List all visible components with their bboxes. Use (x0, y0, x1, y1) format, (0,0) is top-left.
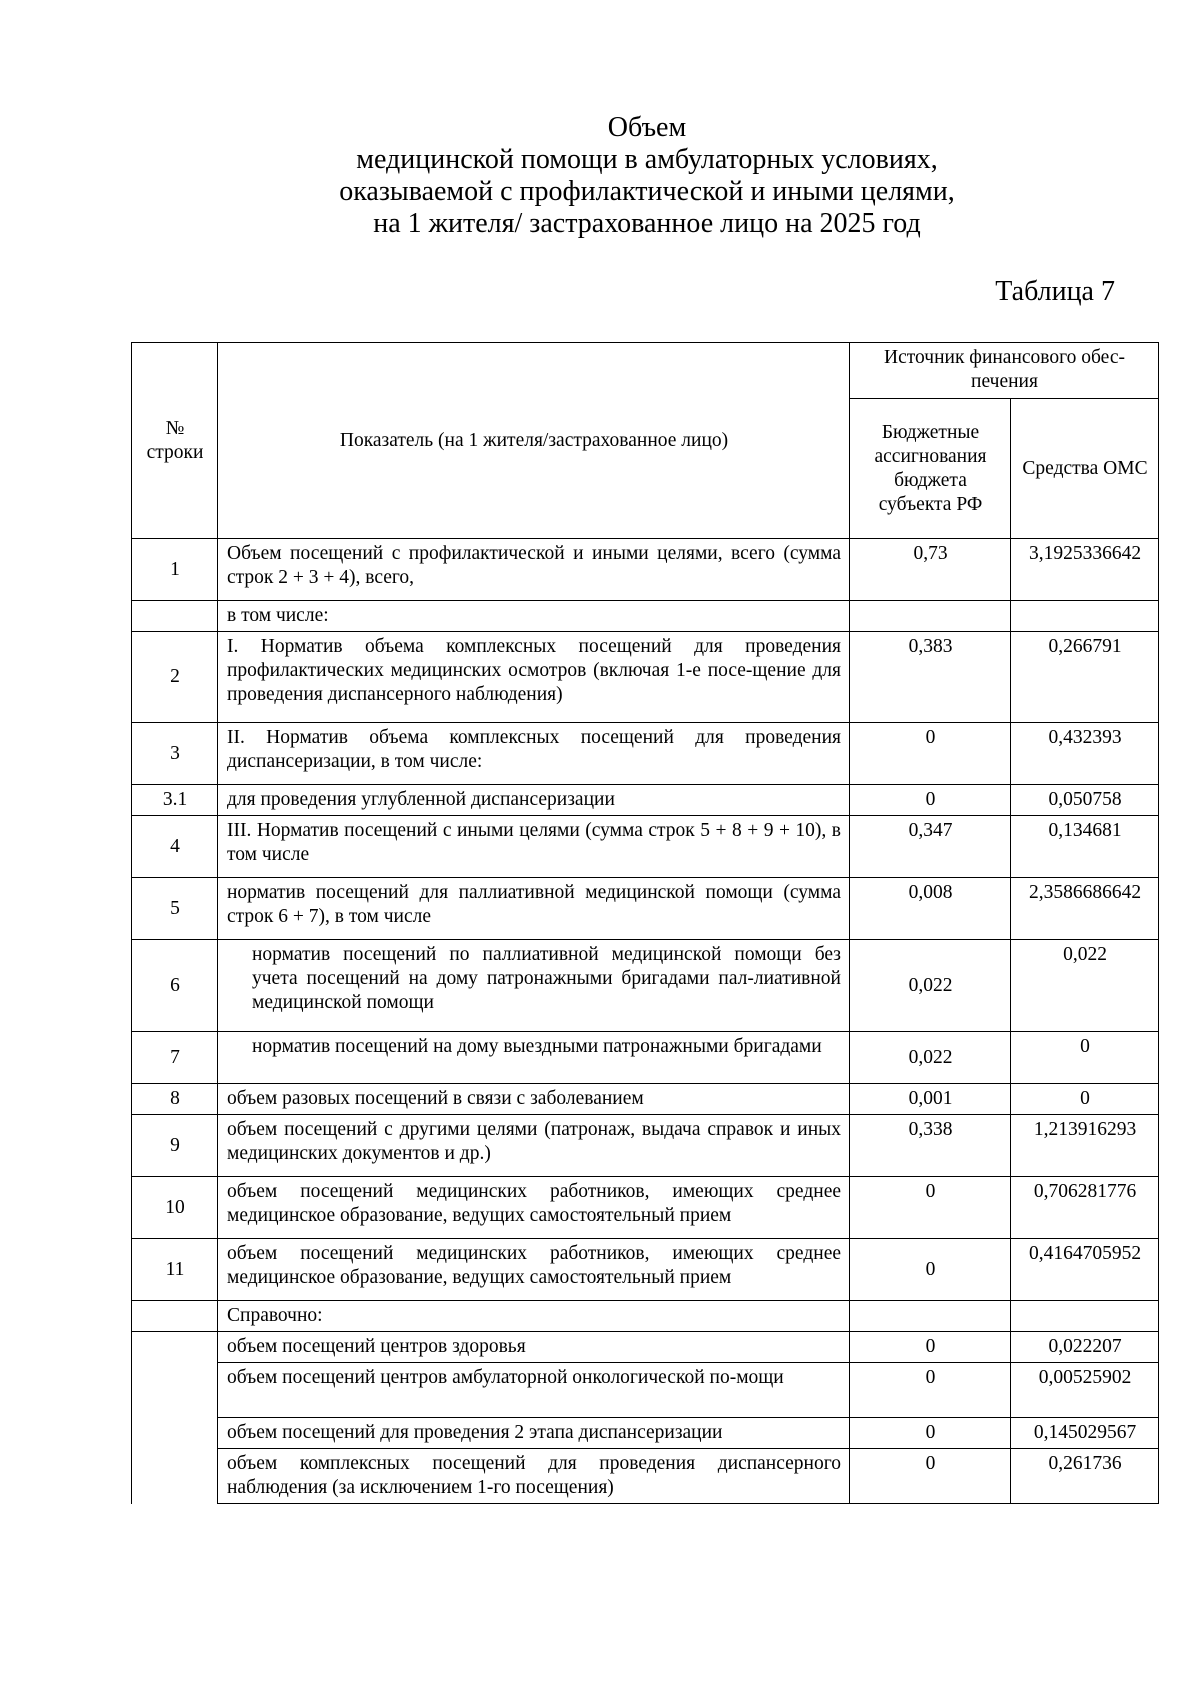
header-row-1 (132, 343, 1159, 399)
row-oms-value (1011, 601, 1159, 632)
table-row (132, 539, 1159, 601)
table-row (132, 1301, 1159, 1332)
row-indicator: объем комплексных посещений для проведения диспансерного наблюдения (за исключением 1-го посещения) (218, 1449, 850, 1504)
table-row (132, 1239, 1159, 1301)
row-oms-value: 2,3586686642 (1011, 878, 1159, 940)
row-oms-value: 0,266791 (1011, 632, 1159, 723)
row-oms-value: 0,00525902 (1011, 1363, 1159, 1418)
reference-row (132, 1363, 1159, 1418)
row-oms-value: 0,022207 (1011, 1332, 1159, 1363)
row-budget-value: 0 (850, 723, 1011, 785)
row-oms-value: 1,213916293 (1011, 1115, 1159, 1177)
title-line-3: оказываемой с профилактической и иными целями, (339, 176, 955, 207)
reference-row (132, 1418, 1159, 1449)
row-number: 7 (132, 1032, 218, 1084)
row-budget-value: 0,338 (850, 1115, 1011, 1177)
row-budget-value: 0 (850, 1177, 1011, 1239)
title-line-1: Объем (607, 112, 687, 143)
row-number: 3.1 (132, 785, 218, 816)
row-indicator: норматив посещений для паллиативной медицинской помощи (сумма строк 6 + 7), в том числе (218, 878, 850, 940)
row-number: 10 (132, 1177, 218, 1239)
header-num: № строки (132, 343, 218, 539)
row-number (132, 1301, 218, 1332)
row-number (132, 601, 218, 632)
row-number: 11 (132, 1239, 218, 1301)
row-budget-value: 0 (850, 785, 1011, 816)
row-budget-value: 0,347 (850, 816, 1011, 878)
header-oms: Средства ОМС (1011, 399, 1159, 539)
row-number: 2 (132, 632, 218, 723)
table-label: Таблица 7 (995, 276, 1115, 307)
reference-number-cell (132, 1332, 218, 1504)
header-source: Источник финансового обес-печения (850, 343, 1159, 399)
row-budget-value: 0,73 (850, 539, 1011, 601)
table-row (132, 723, 1159, 785)
row-indicator: I. Норматив объема комплексных посещений для проведения профилактических медицинских осмотров (включая 1-е посе-щение для проведения диспансерного наблюдения) (218, 632, 850, 723)
row-number: 5 (132, 878, 218, 940)
row-budget-value: 0,022 (850, 940, 1011, 1032)
table-row (132, 632, 1159, 723)
row-oms-value: 3,1925336642 (1011, 539, 1159, 601)
row-number: 4 (132, 816, 218, 878)
row-number: 9 (132, 1115, 218, 1177)
row-indicator: объем посещений центров амбулаторной онкологической по-мощи (218, 1363, 850, 1418)
row-indicator: Объем посещений с профилактической и иными целями, всего (сумма строк 2 + 3 + 4), всего, (218, 539, 850, 601)
row-indicator: III. Норматив посещений с иными целями (сумма строк 5 + 8 + 9 + 10), в том числе (218, 816, 850, 878)
row-oms-value (1011, 1301, 1159, 1332)
row-oms-value: 0,432393 (1011, 723, 1159, 785)
title-line-4: на 1 жителя/ застрахованное лицо на 2025 год (373, 208, 921, 239)
header-indicator: Показатель (на 1 жителя/застрахованное лицо) (218, 343, 850, 539)
reference-row (132, 1449, 1159, 1504)
row-indicator: объем разовых посещений в связи с заболеванием (218, 1084, 850, 1115)
row-indicator: II. Норматив объема комплексных посещений для проведения диспансеризации, в том числе: (218, 723, 850, 785)
row-oms-value: 0,134681 (1011, 816, 1159, 878)
header-budget: Бюджетные ассигнования бюджета субъекта РФ (850, 399, 1011, 539)
row-budget-value: 0,008 (850, 878, 1011, 940)
row-budget-value: 0 (850, 1332, 1011, 1363)
row-number: 6 (132, 940, 218, 1032)
row-oms-value: 0,022 (1011, 940, 1159, 1032)
row-budget-value: 0 (850, 1449, 1011, 1504)
data-table (131, 342, 1159, 1504)
row-number: 3 (132, 723, 218, 785)
row-indicator: объем посещений центров здоровья (218, 1332, 850, 1363)
row-indicator: объем посещений с другими целями (патронаж, выдача справок и иных медицинских документов и др.) (218, 1115, 850, 1177)
reference-row (132, 1332, 1159, 1363)
document-title (0, 112, 1200, 240)
row-budget-value: 0,001 (850, 1084, 1011, 1115)
row-oms-value: 0,261736 (1011, 1449, 1159, 1504)
row-oms-value: 0 (1011, 1032, 1159, 1084)
table-row (132, 940, 1159, 1032)
row-oms-value: 0,706281776 (1011, 1177, 1159, 1239)
row-indicator: для проведения углубленной диспансеризации (218, 785, 850, 816)
row-budget-value: 0 (850, 1239, 1011, 1301)
table-row (132, 1115, 1159, 1177)
table-row (132, 816, 1159, 878)
row-indicator: объем посещений для проведения 2 этапа диспансеризации (218, 1418, 850, 1449)
row-indicator: Справочно: (218, 1301, 850, 1332)
row-oms-value: 0,050758 (1011, 785, 1159, 816)
row-budget-value: 0,383 (850, 632, 1011, 723)
row-oms-value: 0,4164705952 (1011, 1239, 1159, 1301)
row-number: 8 (132, 1084, 218, 1115)
table-row (132, 1177, 1159, 1239)
title-line-2: медицинской помощи в амбулаторных условиях, (356, 144, 938, 175)
table-row (132, 601, 1159, 632)
table-row (132, 1084, 1159, 1115)
row-budget-value (850, 1301, 1011, 1332)
table-row (132, 878, 1159, 940)
table-row (132, 1032, 1159, 1084)
row-indicator: норматив посещений по паллиативной медицинской помощи без учета посещений на дому патронажными бригадами пал-лиативной медицинской помощи (218, 940, 850, 1032)
row-indicator: объем посещений медицинских работников, имеющих среднее медицинское образование, ведущих самостоятельный прием (218, 1239, 850, 1301)
row-budget-value: 0 (850, 1418, 1011, 1449)
row-budget-value (850, 601, 1011, 632)
row-oms-value: 0 (1011, 1084, 1159, 1115)
row-oms-value: 0,145029567 (1011, 1418, 1159, 1449)
row-indicator: объем посещений медицинских работников, имеющих среднее медицинское образование, ведущих самостоятельный прием (218, 1177, 850, 1239)
table-row (132, 785, 1159, 816)
row-budget-value: 0,022 (850, 1032, 1011, 1084)
row-budget-value: 0 (850, 1363, 1011, 1418)
row-indicator: норматив посещений на дому выездными патронажными бригадами (218, 1032, 850, 1084)
row-number: 1 (132, 539, 218, 601)
row-indicator: в том числе: (218, 601, 850, 632)
